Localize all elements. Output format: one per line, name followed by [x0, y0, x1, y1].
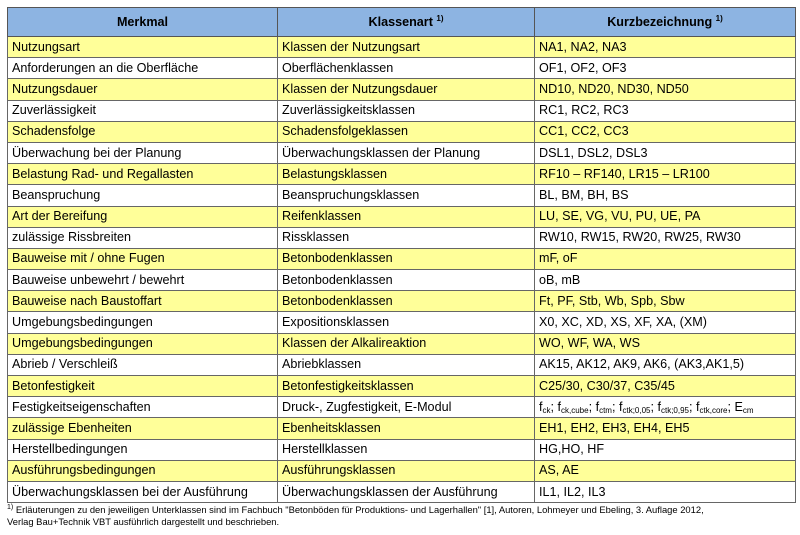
- formula-subscript: ck,cube: [561, 405, 589, 415]
- cell-merkmal: zulässige Ebenheiten: [8, 418, 278, 439]
- table-row: [8, 376, 796, 397]
- cell-kurzbezeichnung: RW10, RW15, RW20, RW25, RW30: [535, 227, 796, 248]
- table-header-row: [8, 8, 796, 37]
- cell-klassenart: Abriebklassen: [278, 354, 535, 375]
- formula-subscript: ctk;0,05: [622, 405, 651, 415]
- formula-symbol: f: [696, 399, 700, 414]
- cell-merkmal: Bauweise nach Baustoffart: [8, 291, 278, 312]
- formula-separator: ;: [611, 399, 619, 414]
- cell-klassenart: Oberflächenklassen: [278, 58, 535, 79]
- header-merkmal: [8, 8, 278, 37]
- table-row: [8, 354, 796, 375]
- footnote-line-2: Verlag Bau+Technik VBT ausführlich dargestellt und beschrieben.: [7, 516, 280, 528]
- table-body: [8, 37, 796, 503]
- cell-kurzbezeichnung: CC1, CC2, CC3: [535, 121, 796, 142]
- cell-kurzbezeichnung: C25/30, C30/37, C35/45: [535, 376, 796, 397]
- cell-kurzbezeichnung: IL1, IL2, IL3: [535, 481, 796, 502]
- cell-merkmal: Anforderungen an die Oberfläche: [8, 58, 278, 79]
- formula-symbol: f: [539, 399, 543, 414]
- cell-klassenart: Betonbodenklassen: [278, 291, 535, 312]
- cell-kurzbezeichnung: ND10, ND20, ND30, ND50: [535, 79, 796, 100]
- cell-klassenart: Zuverlässigkeitsklassen: [278, 100, 535, 121]
- cell-kurzbezeichnung: BL, BM, BH, BS: [535, 185, 796, 206]
- cell-klassenart: Druck-, Zugfestigkeit, E-Modul: [278, 397, 535, 418]
- cell-merkmal: Zuverlässigkeit: [8, 100, 278, 121]
- table-row: [8, 481, 796, 502]
- cell-merkmal: Herstellbedingungen: [8, 439, 278, 460]
- table-row: [8, 248, 796, 269]
- formula-subscript: cm: [742, 405, 754, 415]
- cell-kurzbezeichnung: [535, 397, 796, 418]
- formula-subscript: ck: [542, 405, 551, 415]
- table-row: [8, 397, 796, 418]
- cell-klassenart: Ausführungsklassen: [278, 460, 535, 481]
- header-kurzbezeichnung-label: Kurzbezeichnung: [607, 15, 716, 30]
- header-kurzbezeichnung-note: 1): [715, 14, 723, 24]
- header-klassenart-note: 1): [436, 14, 444, 24]
- cell-kurzbezeichnung: LU, SE, VG, VU, PU, UE, PA: [535, 206, 796, 227]
- cell-merkmal: Art der Bereifung: [8, 206, 278, 227]
- cell-klassenart: Klassen der Nutzungsdauer: [278, 79, 535, 100]
- table-row: [8, 312, 796, 333]
- cell-merkmal: Nutzungsdauer: [8, 79, 278, 100]
- header-klassenart: [278, 8, 535, 37]
- cell-kurzbezeichnung: RC1, RC2, RC3: [535, 100, 796, 121]
- table-row: [8, 121, 796, 142]
- cell-merkmal: Beanspruchung: [8, 185, 278, 206]
- formula-separator: ;: [550, 399, 558, 414]
- cell-klassenart: Betonbodenklassen: [278, 270, 535, 291]
- formula-symbol: f: [618, 399, 623, 414]
- cell-merkmal: Abrieb / Verschleiß: [8, 354, 278, 375]
- cell-merkmal: zulässige Rissbreiten: [8, 227, 278, 248]
- cell-kurzbezeichnung: WO, WF, WA, WS: [535, 333, 796, 354]
- formula-separator: ;: [650, 399, 658, 414]
- formula-separator: ;: [689, 399, 696, 414]
- cell-klassenart: Reifenklassen: [278, 206, 535, 227]
- cell-klassenart: Betonbodenklassen: [278, 248, 535, 269]
- formula-subscript: ctk,core: [699, 405, 728, 415]
- cell-merkmal: Bauweise unbewehrt / bewehrt: [8, 270, 278, 291]
- table-row: [8, 418, 796, 439]
- cell-klassenart: Belastungsklassen: [278, 164, 535, 185]
- table-row: [8, 270, 796, 291]
- cell-kurzbezeichnung: Ft, PF, Stb, Wb, Spb, Sbw: [535, 291, 796, 312]
- table-row: [8, 100, 796, 121]
- cell-klassenart: Rissklassen: [278, 227, 535, 248]
- cell-kurzbezeichnung: AK15, AK12, AK9, AK6, (AK3,AK1,5): [535, 354, 796, 375]
- cell-merkmal: Umgebungsbedingungen: [8, 333, 278, 354]
- formula-symbol: f: [657, 399, 661, 414]
- footnote: [7, 502, 795, 528]
- cell-klassenart: Herstellklassen: [278, 439, 535, 460]
- footnote-line-1: Erläuterungen zu den jeweiligen Unterklassen sind im Fachbuch "Betonböden für Produktions- und Lagerhallen" [1], Autoren, Lohmeyer und Ebeling, 3. Auflage 2012,: [13, 504, 704, 516]
- cell-kurzbezeichnung: mF, oF: [535, 248, 796, 269]
- cell-klassenart: Klassen der Alkalireaktion: [278, 333, 535, 354]
- cell-kurzbezeichnung: RF10 – RF140, LR15 – LR100: [535, 164, 796, 185]
- header-merkmal-label: Merkmal: [116, 15, 169, 30]
- formula-separator: ;: [588, 399, 596, 414]
- cell-merkmal: Nutzungsart: [8, 37, 278, 58]
- table-row: [8, 185, 796, 206]
- header-klassenart-label: Klassenart: [368, 15, 437, 30]
- formula-symbol: f: [595, 399, 600, 414]
- cell-merkmal: Ausführungsbedingungen: [8, 460, 278, 481]
- cell-merkmal: Belastung Rad- und Regallasten: [8, 164, 278, 185]
- cell-kurzbezeichnung: oB, mB: [535, 270, 796, 291]
- cell-kurzbezeichnung: EH1, EH2, EH3, EH4, EH5: [535, 418, 796, 439]
- cell-merkmal: Betonfestigkeit: [8, 376, 278, 397]
- cell-kurzbezeichnung: DSL1, DSL2, DSL3: [535, 142, 796, 163]
- table-row: [8, 291, 796, 312]
- table-row: [8, 227, 796, 248]
- cell-klassenart: Überwachungsklassen der Planung: [278, 142, 535, 163]
- table-row: [8, 58, 796, 79]
- table-row: [8, 333, 796, 354]
- cell-kurzbezeichnung: X0, XC, XD, XS, XF, XA, (XM): [535, 312, 796, 333]
- table-row: [8, 439, 796, 460]
- cell-klassenart: Betonfestigkeitsklassen: [278, 376, 535, 397]
- classification-table: [7, 7, 796, 503]
- cell-klassenart: Ebenheitsklassen: [278, 418, 535, 439]
- footnote-marker: 1): [7, 504, 14, 511]
- cell-klassenart: Expositionsklassen: [278, 312, 535, 333]
- classification-table-container: [7, 7, 795, 503]
- cell-klassenart: Beanspruchungsklassen: [278, 185, 535, 206]
- cell-merkmal: Festigkeitseigenschaften: [8, 397, 278, 418]
- cell-klassenart: Überwachungsklassen der Ausführung: [278, 481, 535, 502]
- table-row: [8, 142, 796, 163]
- formula-subscript: ctk;0,95: [660, 405, 689, 415]
- cell-klassenart: Schadensfolgeklassen: [278, 121, 535, 142]
- cell-merkmal: Überwachung bei der Planung: [8, 142, 278, 163]
- formula-separator: ;: [727, 399, 735, 414]
- cell-merkmal: Umgebungsbedingungen: [8, 312, 278, 333]
- formula-symbol: f: [557, 399, 561, 414]
- cell-kurzbezeichnung: HG,HO, HF: [535, 439, 796, 460]
- cell-klassenart: Klassen der Nutzungsart: [278, 37, 535, 58]
- cell-merkmal: Überwachungsklassen bei der Ausführung: [8, 481, 278, 502]
- cell-merkmal: Bauweise mit / ohne Fugen: [8, 248, 278, 269]
- cell-kurzbezeichnung: OF1, OF2, OF3: [535, 58, 796, 79]
- header-kurzbezeichnung: [535, 8, 796, 37]
- table-row: [8, 37, 796, 58]
- table-row: [8, 460, 796, 481]
- table-row: [8, 164, 796, 185]
- formula-subscript: ctm: [599, 405, 612, 415]
- cell-kurzbezeichnung: AS, AE: [535, 460, 796, 481]
- cell-kurzbezeichnung: NA1, NA2, NA3: [535, 37, 796, 58]
- formula-symbol: E: [734, 399, 743, 414]
- table-row: [8, 79, 796, 100]
- table-row: [8, 206, 796, 227]
- cell-merkmal: Schadensfolge: [8, 121, 278, 142]
